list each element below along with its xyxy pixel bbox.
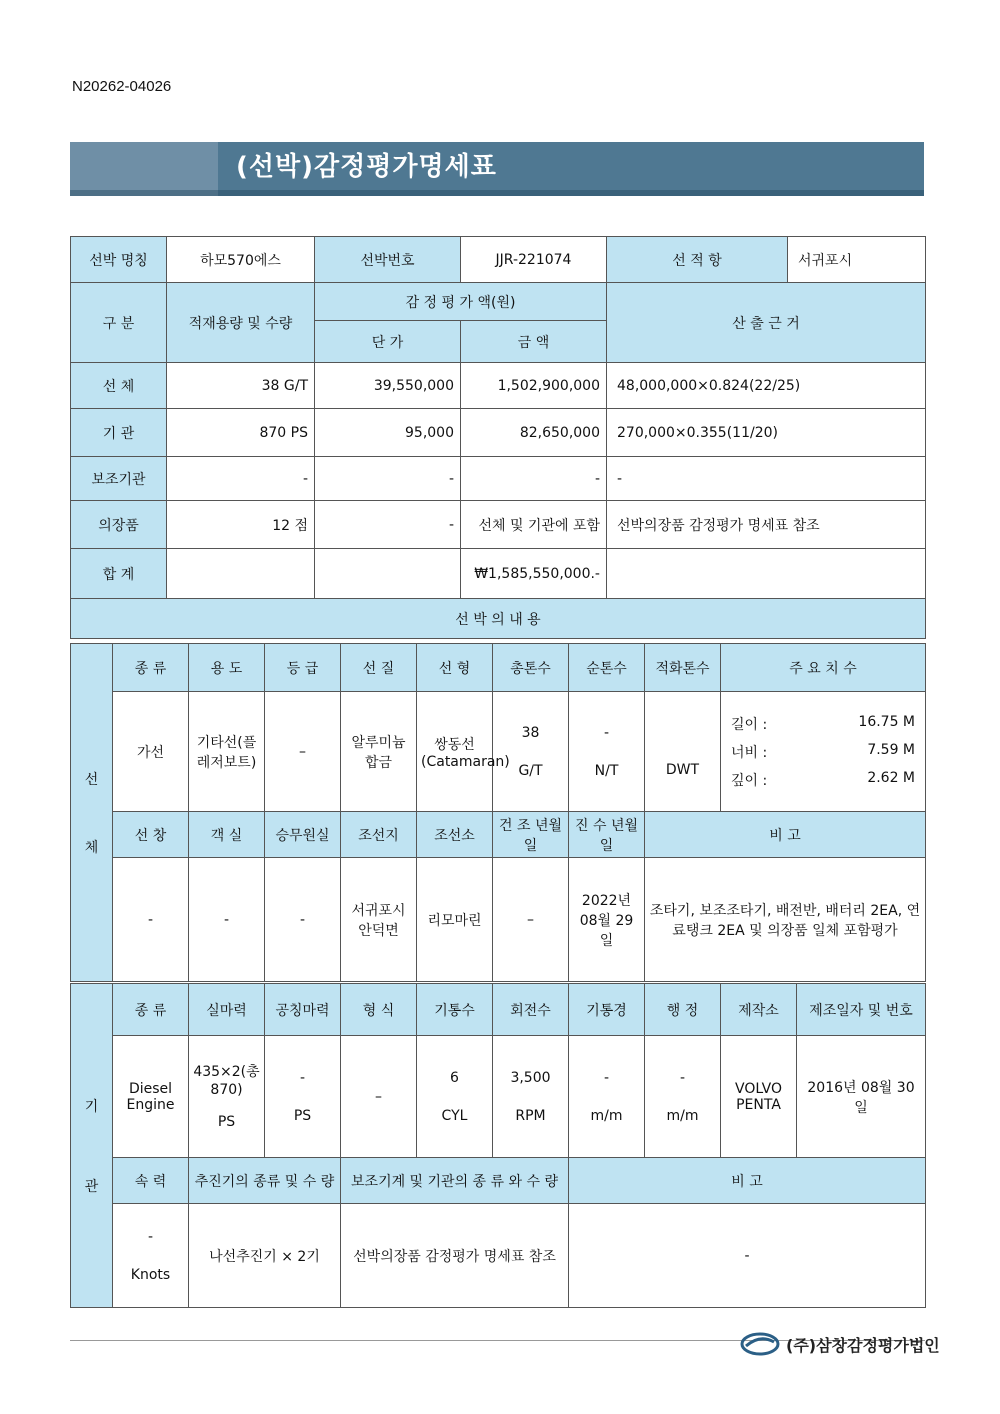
actual-hp — [189, 1036, 265, 1158]
table-row — [71, 457, 926, 501]
col-header: 속 력 — [113, 1158, 189, 1204]
hull-material: 알루미늄합금 — [341, 692, 417, 812]
rpm-unit: RPM — [515, 1107, 546, 1124]
company-logo — [740, 1332, 940, 1356]
net-unit: N/T — [594, 762, 619, 779]
row-amount: - — [461, 457, 607, 501]
hull-remark: 조타기, 보조조타기, 배전반, 배터리 2EA, 연료탱크 2EA 및 의장품 일체 포함평가 — [645, 858, 926, 982]
dim-row — [725, 766, 921, 794]
total-empty — [315, 549, 461, 599]
banner-left-block — [70, 142, 218, 196]
col-unit: 단 가 — [315, 321, 461, 363]
contents-title: 선 박 의 내 용 — [71, 599, 926, 639]
engine-form: – — [341, 1036, 417, 1158]
col-header: 종 류 — [113, 984, 189, 1036]
row-basis: 선박의장품 감정평가 명세표 참조 — [607, 501, 926, 549]
cylinder-unit: CYL — [441, 1107, 468, 1124]
row-unit: - — [315, 501, 461, 549]
row-basis: 270,000×0.355(11/20) — [607, 409, 926, 457]
cylinder-value: 6 — [450, 1069, 459, 1086]
side-char: 기 — [84, 1098, 99, 1115]
row-capacity: 870 PS — [167, 409, 315, 457]
col-header: 공칭마력 — [265, 984, 341, 1036]
stroke-unit: m/m — [666, 1107, 699, 1124]
port: 서귀포시 — [788, 237, 926, 283]
col-header: 조선지 — [341, 812, 417, 858]
dim-key: 길이 : — [731, 716, 768, 733]
bore-value: - — [603, 1069, 610, 1086]
dim-value: 16.75 M — [858, 713, 916, 730]
port-label: 선 적 항 — [607, 237, 788, 283]
actual-hp-unit: PS — [217, 1113, 236, 1130]
gross-value: 38 — [521, 724, 540, 741]
cabin: - — [189, 858, 265, 982]
total-empty — [607, 549, 926, 599]
col-header: 용 도 — [189, 644, 265, 692]
col-header: 승무원실 — [265, 812, 341, 858]
rpm-value: 3,500 — [510, 1069, 551, 1086]
actual-hp-value: 435×2(총 870) — [193, 1063, 260, 1098]
col-header: 종 류 — [113, 644, 189, 692]
nominal-hp-value: - — [299, 1069, 306, 1086]
hull-table — [70, 643, 926, 982]
build-place: 서귀포시 안덕면 — [341, 858, 417, 982]
total-empty — [167, 549, 315, 599]
nominal-hp-unit: PS — [293, 1107, 312, 1124]
gross-unit: G/T — [518, 762, 543, 779]
bore — [569, 1036, 645, 1158]
row-amount: 82,650,000 — [461, 409, 607, 457]
row-unit: 39,550,000 — [315, 363, 461, 409]
row-capacity: - — [167, 457, 315, 501]
stroke-value: - — [679, 1069, 686, 1086]
row-unit: 95,000 — [315, 409, 461, 457]
col-header: 비 고 — [569, 1158, 926, 1204]
dim-key: 너비 : — [731, 744, 768, 761]
side-char: 관 — [84, 1178, 99, 1195]
row-basis: 48,000,000×0.824(22/25) — [607, 363, 926, 409]
gross-tonnage — [493, 692, 569, 812]
ship-no-label: 선박번호 — [315, 237, 461, 283]
row-basis: - — [607, 457, 926, 501]
hold: - — [113, 858, 189, 982]
dim-row — [725, 738, 921, 766]
speed-value: - — [147, 1228, 154, 1245]
dim-value: 7.59 M — [867, 741, 916, 758]
cargo-tonnage: DWT — [645, 692, 721, 812]
col-header: 기통수 — [417, 984, 493, 1036]
col-amount: 금 액 — [461, 321, 607, 363]
ship-name-label: 선박 명칭 — [71, 237, 167, 283]
crew-room: - — [265, 858, 341, 982]
total-label: 합 계 — [71, 549, 167, 599]
page-title: (선박)감정평가명세표 — [218, 142, 924, 196]
row-label: 기 관 — [71, 409, 167, 457]
col-header: 기통경 — [569, 984, 645, 1036]
aux-machinery: 선박의장품 감정평가 명세표 참조 — [341, 1204, 569, 1308]
col-header: 비 고 — [645, 812, 926, 858]
dim-value: 2.62 M — [867, 769, 916, 786]
company-emblem-icon — [740, 1332, 780, 1356]
engine-maker: VOLVO PENTA — [721, 1036, 797, 1158]
ship-no: JJR-221074 — [461, 237, 607, 283]
hull-type: 가선 — [113, 692, 189, 812]
col-header: 회전수 — [493, 984, 569, 1036]
build-date: – — [493, 858, 569, 982]
dim-key: 깊이 : — [731, 772, 768, 789]
col-header: 선 질 — [341, 644, 417, 692]
row-unit: - — [315, 457, 461, 501]
row-capacity: 12 점 — [167, 501, 315, 549]
row-label: 의장품 — [71, 501, 167, 549]
col-header: 추진기의 종류 및 수 량 — [189, 1158, 341, 1204]
net-tonnage — [569, 692, 645, 812]
row-amount: 선체 및 기관에 포함 — [461, 501, 607, 549]
company-name: (주)삼창감정평가법인 — [786, 1335, 940, 1355]
engine-remark: - — [569, 1204, 926, 1308]
speed — [113, 1204, 189, 1308]
col-header: 형 식 — [341, 984, 417, 1036]
dim-row — [725, 710, 921, 738]
col-header: 조선소 — [417, 812, 493, 858]
rpm — [493, 1036, 569, 1158]
main-dimensions — [721, 692, 926, 812]
col-header: 적화톤수 — [645, 644, 721, 692]
row-amount: 1,502,900,000 — [461, 363, 607, 409]
bore-unit: m/m — [590, 1107, 623, 1124]
col-header: 선 창 — [113, 812, 189, 858]
row-label: 선 체 — [71, 363, 167, 409]
col-capacity: 적재용량 및 수량 — [167, 283, 315, 363]
col-header: 순톤수 — [569, 644, 645, 692]
launch-date: 2022년 08월 29일 — [569, 858, 645, 982]
col-header: 제작소 — [721, 984, 797, 1036]
col-header: 선 형 — [417, 644, 493, 692]
col-header: 제조일자 및 번호 — [797, 984, 926, 1036]
col-header: 진 수 년월일 — [569, 812, 645, 858]
engine-type: Diesel Engine — [113, 1036, 189, 1158]
side-char: 선 — [84, 771, 99, 788]
ship-name: 하모570에스 — [167, 237, 315, 283]
col-header: 주 요 치 수 — [721, 644, 926, 692]
valuation-table — [70, 236, 926, 639]
cylinders — [417, 1036, 493, 1158]
col-header: 보조기계 및 기관의 종 류 와 수 량 — [341, 1158, 569, 1204]
table-row — [71, 409, 926, 457]
title-banner — [70, 142, 924, 196]
engine-side-label — [71, 984, 113, 1308]
col-header: 실마력 — [189, 984, 265, 1036]
stroke — [645, 1036, 721, 1158]
col-header: 건 조 년월일 — [493, 812, 569, 858]
hull-shape: 쌍동선(Catamaran) — [417, 692, 493, 812]
col-header: 등 급 — [265, 644, 341, 692]
row-capacity: 38 G/T — [167, 363, 315, 409]
hull-grade: – — [265, 692, 341, 812]
engine-table — [70, 983, 926, 1308]
document-number: N20262-04026 — [72, 78, 172, 95]
hull-side-label — [71, 644, 113, 982]
total-amount: ₩1,585,550,000.- — [461, 549, 607, 599]
col-category: 구 분 — [71, 283, 167, 363]
col-header: 행 정 — [645, 984, 721, 1036]
table-row — [71, 501, 926, 549]
col-header: 총톤수 — [493, 644, 569, 692]
engine-date: 2016년 08월 30일 — [797, 1036, 926, 1158]
nominal-hp — [265, 1036, 341, 1158]
total-row — [71, 549, 926, 599]
speed-unit: Knots — [130, 1266, 171, 1283]
col-header: 객 실 — [189, 812, 265, 858]
col-value: 감 정 평 가 액(원) — [315, 283, 607, 321]
propeller: 나선추진기 × 2기 — [189, 1204, 341, 1308]
side-char: 체 — [84, 839, 99, 856]
col-basis: 산 출 근 거 — [607, 283, 926, 363]
net-value: - — [603, 724, 610, 741]
row-label: 보조기관 — [71, 457, 167, 501]
hull-use: 기타선(플레저보트) — [189, 692, 265, 812]
shipyard: 리모마린 — [417, 858, 493, 982]
table-row — [71, 363, 926, 409]
